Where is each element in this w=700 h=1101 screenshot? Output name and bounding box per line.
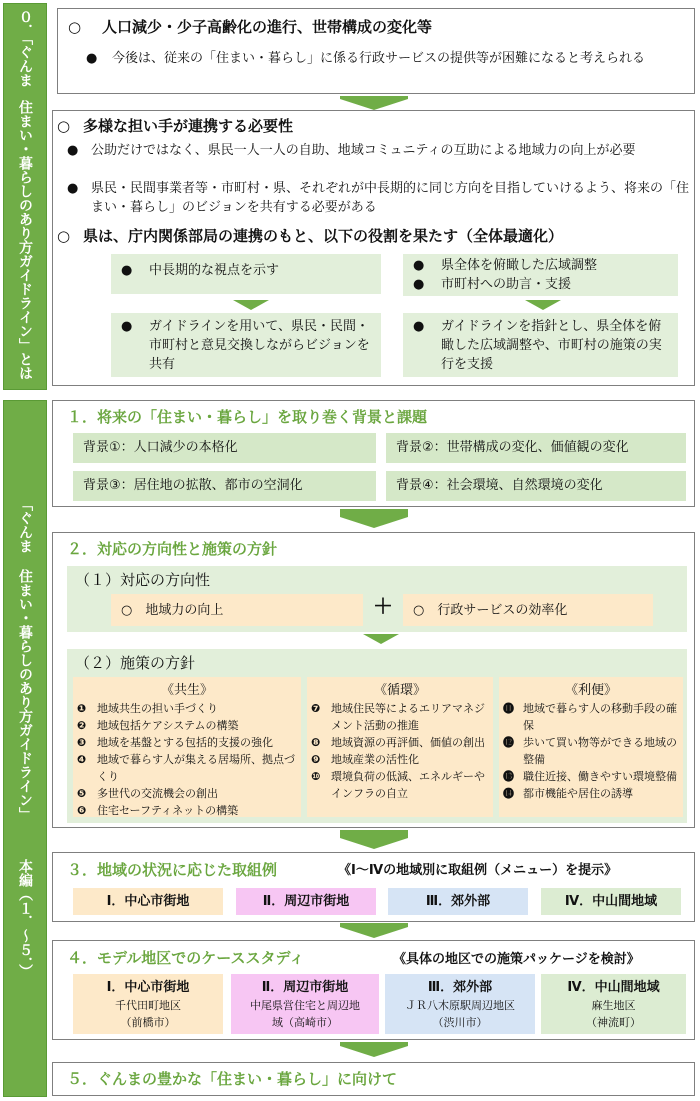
policy-number-icon: ⓫ [503, 702, 514, 715]
role-left-bottom: ● ガイドラインを用いて、県民・民間・市町村と意見交換しながらビジョンを共有 [111, 313, 381, 377]
section0-heading3: 県は、庁内関係部局の連携のもと、以下の役割を果たす（全体最適化） [83, 227, 564, 245]
policy-item [77, 734, 297, 751]
arrow-down [525, 300, 561, 310]
section4-title: ４．モデル地区でのケーススタディ [67, 949, 305, 967]
bullet-icon: ● [86, 51, 98, 66]
section0-box1 [57, 8, 695, 94]
policy-item-text: 地域住民等によるエリアマネジメント活動の推進 [331, 702, 485, 732]
case-suburban: Ⅲ．郊外部 ＪＲ八木原駅周辺地区 （渋川市） [385, 974, 535, 1034]
policy-number-icon: ⓮ [503, 787, 514, 800]
policy-item-text: 地域包括ケアシステムの構築 [97, 719, 239, 732]
sidebar-section0-label2: 住まい・暮らしのあり方ガイドライン」とは [17, 100, 33, 380]
policy-item [503, 700, 679, 734]
policy-item-text: 地域を基盤とする包括的支援の強化 [97, 736, 273, 749]
policy-number-icon: ⓬ [503, 736, 514, 749]
policy-number-icon: ❾ [311, 753, 321, 766]
sidebar-main-label2: 住まい・暮らしのあり方ガイドライン」 [17, 569, 33, 821]
policy-item-text: 地域で暮らす人が集える居場所、拠点づくり [97, 753, 295, 783]
policy-item-text: 住宅セーフティネットの構築 [97, 804, 239, 817]
policy-number-icon: ❺ [77, 787, 87, 800]
arrow-down [340, 830, 408, 849]
arrow-down [340, 509, 408, 528]
section1-title: １．将来の「住まい・暮らし」を取り巻く背景と課題 [67, 408, 428, 426]
case-central: Ⅰ．中心市街地 千代田町地区 （前橋市） [73, 974, 223, 1034]
policy-item-text: 地域共生の担い手づくり [97, 702, 218, 715]
section3-title: ３．地域の状況に応じた取組例 [67, 861, 278, 879]
policy-item-text: 都市機能や居住の誘導 [523, 787, 633, 800]
area-suburban: Ⅲ．郊外部 [388, 888, 528, 915]
section4-note: 《具体の地区での施策パッケージを検討》 [393, 952, 640, 967]
area-peripheral: Ⅱ．周辺市街地 [236, 888, 376, 915]
section0-heading1: 人口減少・少子高齢化の進行、世帯構成の変化等 [102, 18, 433, 36]
role-left-top: ● 中長期的な視点を示す [111, 254, 381, 294]
policy-number-icon: ⓭ [503, 770, 514, 783]
area-mountain: Ⅳ．中山間地域 [541, 888, 681, 915]
policy-col-ribin [499, 677, 683, 817]
section4-box [52, 940, 695, 1040]
policy-col-kyosei [73, 677, 301, 817]
policy-number-icon: ❹ [77, 753, 87, 766]
policy-item [503, 734, 679, 768]
policy-item-text: 職住近接、働きやすい環境整備 [523, 770, 677, 783]
circle-icon: ○ [68, 18, 82, 36]
bullet-icon: ● [413, 319, 425, 334]
bullet-icon: ● [413, 258, 425, 273]
policy-col-kyosei-title: 《共生》 [160, 683, 213, 698]
background-item-2: 背景②：世帯構成の変化、価値観の変化 [386, 433, 686, 463]
section5-box [52, 1062, 695, 1096]
policy-item [311, 751, 489, 768]
policy-item [77, 785, 297, 802]
section0-heading2: 多様な担い手が連携する必要性 [83, 117, 294, 135]
case-peripheral: Ⅱ．周辺市街地 中尾県営住宅と周辺地 域（高崎市） [231, 974, 379, 1034]
policy-item-text: 地域産業の活性化 [331, 753, 419, 766]
arrow-down [340, 923, 408, 938]
section1-box [52, 400, 695, 507]
policy-item-text: 歩いて買い物等ができる地域の整備 [523, 736, 677, 766]
section2-box [52, 532, 695, 828]
circle-icon: ○ [57, 117, 71, 135]
policy-col-junkan [307, 677, 493, 817]
sidebar-main-label3: 本編（１．～５．） [17, 859, 33, 978]
background-item-3: 背景③：居住地の拡散、都市の空洞化 [73, 471, 376, 501]
policy-item [311, 768, 489, 802]
section2-title: ２．対応の方向性と施策の方針 [67, 540, 278, 558]
bullet-icon: ● [121, 263, 133, 278]
policy-item-text: 多世代の交流機会の創出 [97, 787, 218, 800]
section3-box [52, 852, 695, 922]
section0-bullet2a: 公助だけではなく、県民一人一人の自助、地域コミュニティの互助による地域力の向上が必要 [91, 143, 636, 158]
policy-number-icon: ❻ [77, 804, 87, 817]
background-item-1: 背景①：人口減少の本格化 [73, 433, 376, 463]
policy-item [311, 734, 489, 751]
sidebar-main [3, 400, 47, 1097]
section3-note: 《Ⅰ～Ⅳの地域別に取組例（メニュー）を提示》 [338, 863, 618, 878]
direction-1: ○ 地域力の向上 [111, 594, 363, 626]
policy-item-text: 地域資源の再評価、価値の創出 [331, 736, 485, 749]
policy-item [77, 751, 297, 785]
direction-subtitle: （１）対応の方向性 [75, 571, 211, 589]
sidebar-section0 [3, 3, 47, 390]
role-right-top: ● 県全体を俯瞰した広域調整 ● 市町村への助言・支援 [403, 254, 678, 296]
policy-item [503, 785, 679, 802]
policy-item-text: 地域で暮らす人の移動手段の確保 [523, 702, 677, 732]
case-mountain: Ⅳ．中山間地域 麻生地区 （神流町） [541, 974, 686, 1034]
policy-col-ribin-title: 《利便》 [564, 683, 617, 698]
section0-bullet1: 今後は、従来の「住まい・暮らし」に係る行政サービスの提供等が困難になると考えられる [112, 51, 646, 66]
background-item-4: 背景④：社会環境、自然環境の変化 [386, 471, 686, 501]
policy-col-junkan-title: 《循環》 [373, 683, 426, 698]
bullet-icon: ● [413, 277, 425, 292]
policy-item [311, 700, 489, 734]
policy-number-icon: ❶ [77, 702, 87, 715]
bullet-icon: ● [67, 143, 79, 158]
policy-number-icon: ❸ [77, 736, 87, 749]
policy-item-text: 環境負荷の低減、エネルギーやインフラの自立 [331, 770, 485, 800]
policy-number-icon: ❼ [311, 702, 321, 715]
sidebar-section0-label1: ０．「ぐんま [17, 10, 33, 87]
arrow-down [363, 634, 399, 644]
arrow-down [340, 1042, 408, 1057]
circle-icon: ○ [57, 227, 71, 245]
direction-2: ○ 行政サービスの効率化 [403, 594, 653, 626]
policy-item [77, 802, 297, 819]
policy-panel [67, 649, 687, 823]
area-central: Ⅰ．中心市街地 [73, 888, 223, 915]
role-right-bottom: ● ガイドラインを指針とし、県全体を俯瞰した広域調整や、市町村の施策の実行を支援 [403, 313, 678, 377]
bullet-icon: ● [67, 181, 79, 196]
direction-panel [67, 566, 687, 632]
policy-number-icon: ❿ [311, 770, 321, 783]
arrow-down [340, 96, 408, 110]
policy-number-icon: ❷ [77, 719, 87, 732]
arrow-down [233, 300, 269, 310]
plus-sign: ＋ [373, 594, 393, 618]
sidebar-main-label1: 「ぐんま [17, 497, 33, 553]
policy-subtitle: （２）施策の方針 [75, 654, 196, 672]
policy-item [77, 700, 297, 717]
policy-item [503, 768, 679, 785]
policy-item [77, 717, 297, 734]
section5-title: ５．ぐんまの豊かな「住まい・暮らし」に向けて [67, 1070, 398, 1088]
policy-number-icon: ❽ [311, 736, 321, 749]
section0-bullet2b: 県民・民間事業者等・市町村・県、それぞれが中長期的に同じ方向を目指していけるよう、将来の「住まい・暮らし」のビジョンを共有する必要がある [91, 181, 690, 215]
section0-box2 [52, 110, 695, 386]
bullet-icon: ● [121, 319, 133, 334]
